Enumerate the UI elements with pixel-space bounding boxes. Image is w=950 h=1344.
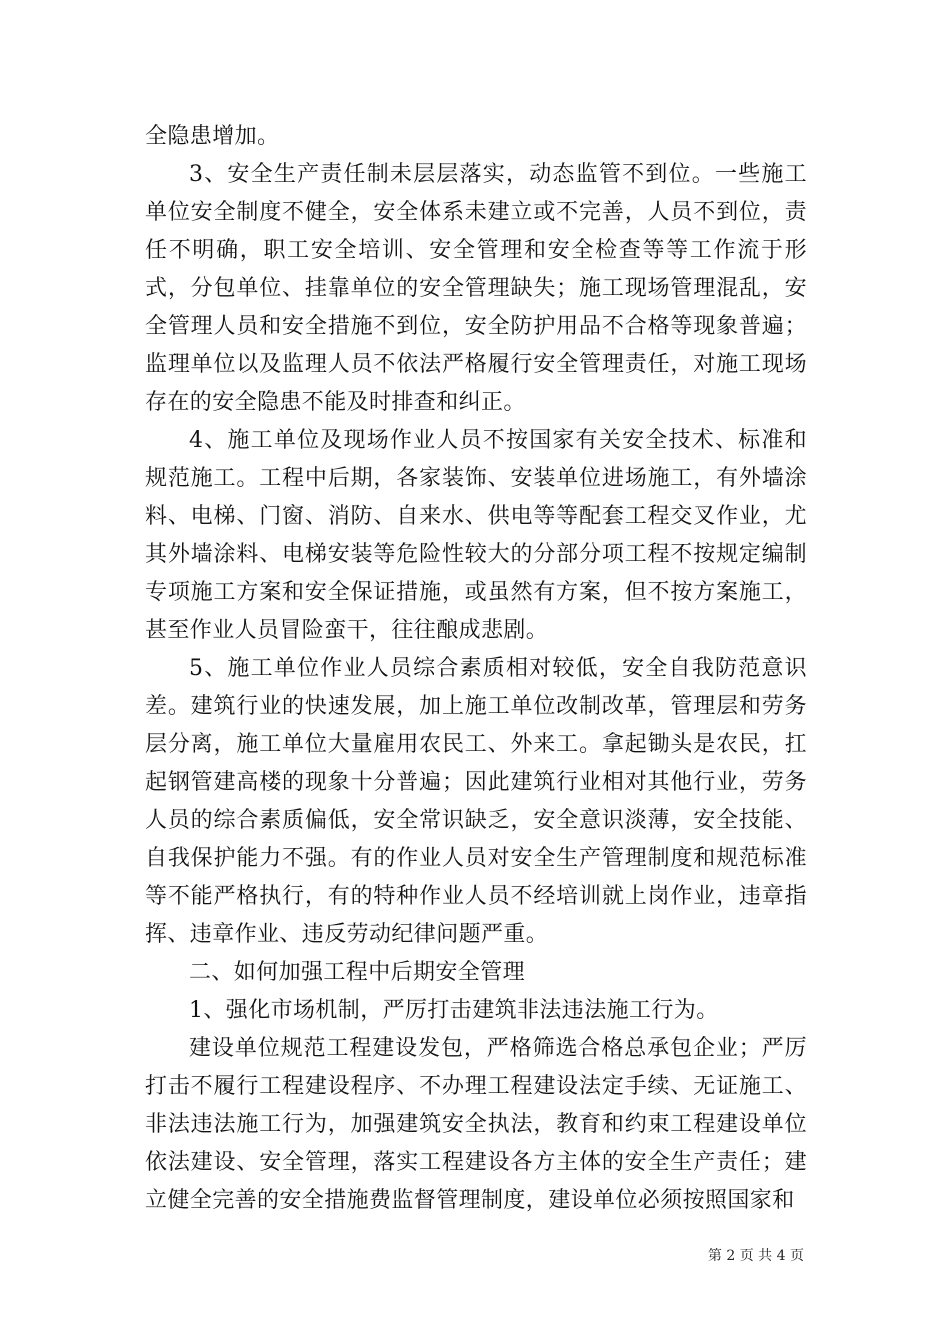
subsection-heading: 1、强化市场机制，严厉打击建筑非法违法施工行为。 bbox=[189, 998, 719, 1023]
paragraph-item-4: 4、施工单位及现场作业人员不按国家有关安全技术、标准和规范施工。工程中后期，各家装饰、安装单位进场施工，有外墙涂料、电梯、门窗、消防、自来水、供电等等配套工程交叉作业，尤其外墙涂料、电梯安装等危险性较大的分部分项工程不按规定编制专项施工方案和安全保证措施，或虽然有方案，但不按方案施工，甚至作业人员冒险蛮干，往往酿成悲剧。 bbox=[145, 428, 807, 643]
paragraph-item-5: 5、施工单位作业人员综合素质相对较低，安全自我防范意识差。建筑行业的快速发展，加上施工单位改制改革，管理层和劳务层分离，施工单位大量雇用农民工、外来工。拿起锄头是农民，扛起钢管建高楼的现象十分普遍；因此建筑行业相对其他行业，劳务人员的综合素质偏低，安全常识缺乏，安全意识淡薄，安全技能、自我保护能力不强。有的作业人员对安全生产管理制度和规范标准等不能严格执行，有的特种作业人员不经培训就上岗作业，违章指挥、违章作业、违反劳动纪律问题严重。 bbox=[145, 656, 807, 947]
paragraph-item-3: 3、安全生产责任制未层层落实，动态监管不到位。一些施工单位安全制度不健全，安全体系未建立或不完善，人员不到位，责任不明确，职工安全培训、安全管理和安全检查等等工作流于形式，分包单位、挂靠单位的安全管理缺失；施工现场管理混乱，安全管理人员和安全措施不到位，安全防护用品不合格等现象普遍；监理单位以及监理人员不依法严格履行安全管理责任，对施工现场存在的安全隐患不能及时排查和纠正。 bbox=[145, 162, 807, 415]
page-number: 第 2 页 共 4 页 bbox=[707, 1248, 804, 1264]
paragraph-body: 建设单位规范工程建设发包，严格筛选合格总承包企业；严厉打击不履行工程建设程序、不办理工程建设法定手续、无证施工、非法违法施工行为，加强建筑安全执法，教育和约束工程建设单位依法建设、安全管理，落实工程建设各方主体的安全生产责任；建立健全完善的安全措施费监督管理制度，建设单位必须按照国家和 bbox=[145, 1036, 807, 1213]
body-text bbox=[145, 118, 807, 1220]
section-heading: 二、如何加强工程中后期安全管理 bbox=[189, 960, 526, 985]
paragraph-continuation: 全隐患增加。 bbox=[145, 124, 280, 149]
